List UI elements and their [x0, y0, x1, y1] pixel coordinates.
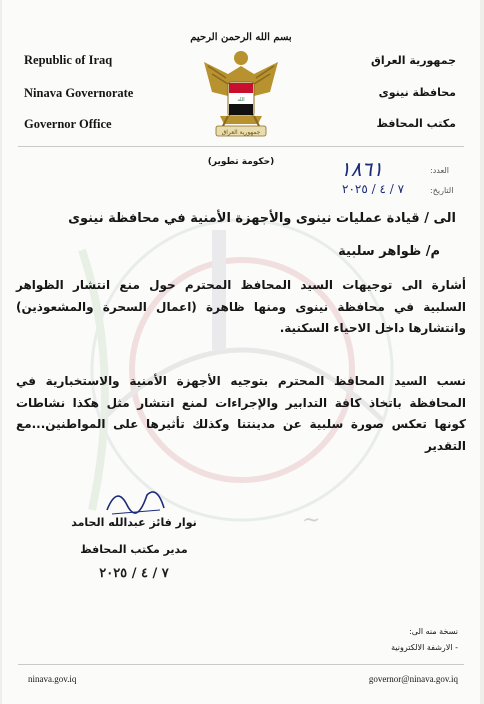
document-number: ١٨٦١ [340, 157, 383, 181]
document-date: ٧ / ٤ / ٢٠٢٥ [342, 182, 405, 196]
footer-divider [18, 664, 464, 665]
email-link[interactable]: governor@ninava.gov.iq [368, 674, 458, 684]
subject-line: م/ ظواهر سلبية [338, 244, 440, 259]
signatory-title: مدير مكتب المحافظ [80, 543, 188, 556]
svg-text:الله: الله [237, 97, 245, 103]
letter-page [2, 0, 480, 704]
handwritten-signature [102, 480, 172, 520]
iraq-eagle-emblem [198, 44, 284, 140]
en-governorate: Ninava Governorate [24, 86, 134, 100]
en-office: Governor Office [24, 117, 112, 131]
en-country: Republic of Iraq [24, 53, 113, 67]
ar-governorate: محافظة نينوى [378, 86, 456, 99]
signature-date: ٧ / ٤ / ٢٠٢٥ [99, 566, 169, 581]
signatory-name: نوار فائز عبدالله الحامد [71, 516, 197, 529]
ar-office: مكتب المحافظ [376, 117, 456, 130]
body-paragraph-1: أشارة الى توجيهات السيد المحافظ المحترم حول منع انتشار الظواهر السلبية في محافظة نينوى ومنها ظاهرة (اعمال السحرة والمشعوذين) وانتشارها داخل الاحياء السكنية. [16, 278, 466, 335]
government-tagline: (حكومة تطوير) [207, 157, 275, 167]
ar-country: جمهورية العراق [371, 54, 456, 67]
header-divider [18, 146, 464, 147]
basmala: بسم الله الرحمن الرحيم [190, 32, 292, 43]
recipient-line: الى / قيادة عمليات نينوى والأجهزة الأمنية في محافظة نينوى [68, 211, 456, 226]
body-paragraph-2: نسب السيد المحافظ المحترم بتوجيه الأجهزة الأمنية والاستخبارية في المحافظة باتخاذ كافة التدابير والإجراءات لمنع انتشار مثل هكذا نشاطات كونها تعكس صورة سلبية عن مدينتنا وكذلك تأثيرها على المواطنين...مع التقدير [16, 374, 466, 453]
website-link[interactable]: ninava.gov.iq [28, 674, 77, 684]
copy-to-item: - الارشفة الالكترونية [391, 643, 458, 652]
faint-stamp-mark: ~ [302, 508, 321, 533]
emblem-caption: جمهورية العراق [221, 129, 261, 136]
copy-to-label: نسخة منه الى: [409, 627, 458, 636]
date-label: التاريخ: [430, 186, 454, 195]
number-label: العدد: [430, 166, 449, 175]
